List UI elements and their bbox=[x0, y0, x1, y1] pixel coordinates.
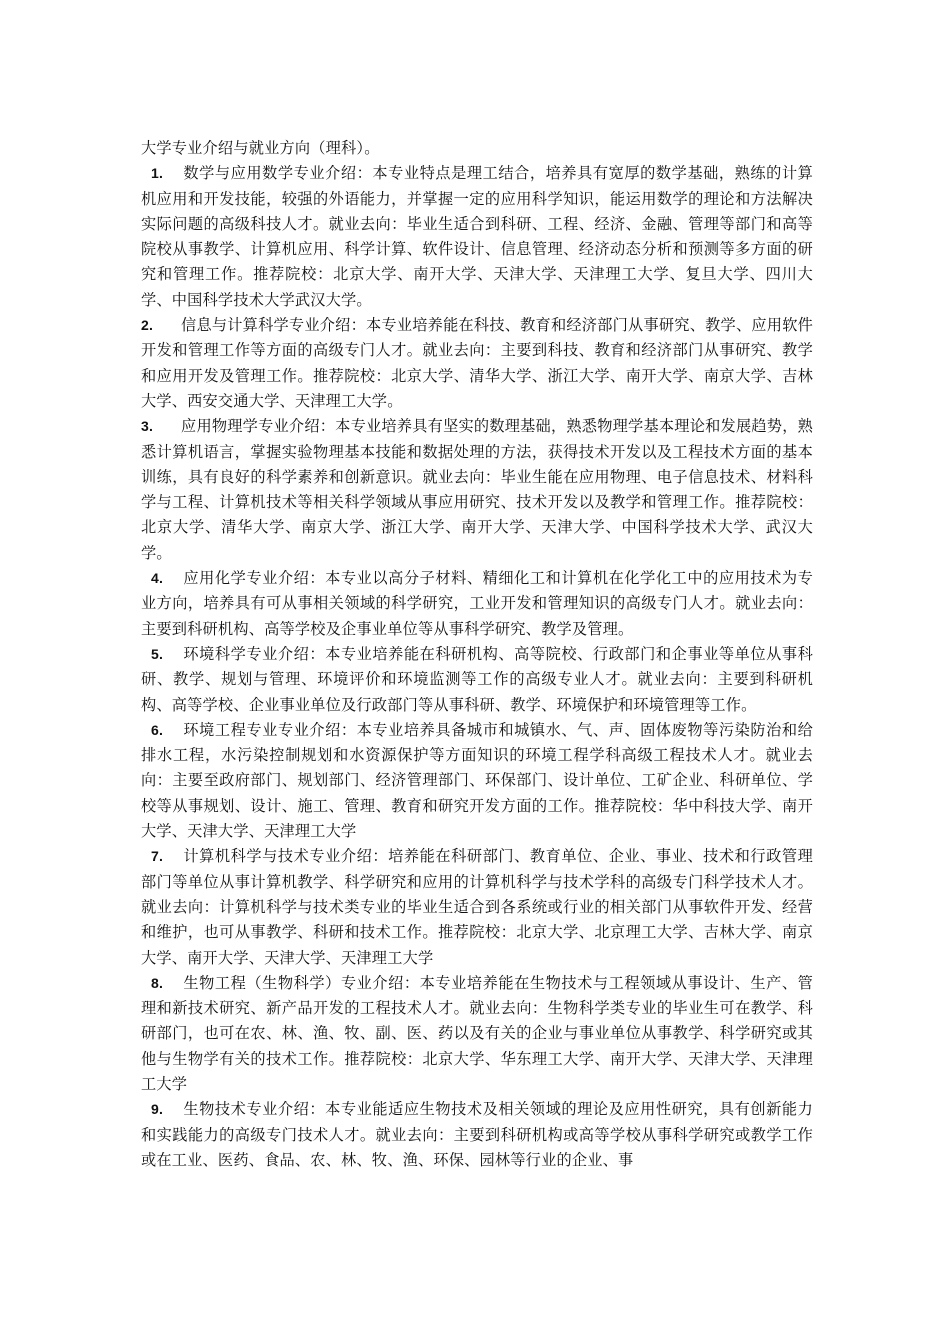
item-text: 环境工程专业专业介绍：本专业培养具备城市和城镇水、气、声、固体废物等污染防治和给排水工程，水污染控制规划和水资源保护等方面知识的环境工程学科高级工程技术人才。就业去向：主要至政府部门、规划部门、经济管理部门、环保部门、设计单位、工矿企业、科研单位、学校等从事规划、设计、施工、管理、教育和研究开发方面的工作。推荐院校：华中科技大学、南开大学、天津大学、天津理工大学 bbox=[141, 720, 813, 841]
item-number: 2. bbox=[141, 317, 154, 334]
list-item bbox=[141, 566, 813, 642]
list-item bbox=[141, 971, 813, 1097]
item-number: 7. bbox=[151, 848, 164, 865]
item-number: 4. bbox=[151, 570, 164, 587]
item-number: 9. bbox=[151, 1101, 164, 1118]
item-text: 应用物理学专业介绍：本专业培养具有坚实的数理基础，熟悉物理学基本理论和发展趋势，熟悉计算机语言，掌握实验物理基本技能和数据处理的方法，获得技术开发以及工程技术方面的基本训练，具有良好的科学素养和创新意识。就业去向：毕业生能在应用物理、电子信息技术、材料科学与工程、计算机技术等相关科学领域从事应用研究、技术开发以及教学和管理工作。推荐院校：北京大学、清华大学、南京大学、浙江大学、南开大学、天津大学、中国科学技术大学、武汉大学。 bbox=[141, 417, 813, 562]
item-text: 环境科学专业介绍：本专业培养能在科研机构、高等院校、行政部门和企事业等单位从事科研、教学、规划与管理、环境评价和环境监测等工作的高级专业人才。就业去向：主要到科研机构、高等学校、企业事业单位及行政部门等从事科研、教学、环境保护和环境管理等工作。 bbox=[141, 644, 813, 714]
list-item bbox=[141, 414, 813, 566]
item-text: 数学与应用数学专业介绍：本专业特点是理工结合，培养具有宽厚的数学基础，熟练的计算机应用和开发技能，较强的外语能力，并掌握一定的应用科学知识，能运用数学的理论和方法解决实际问题的高级科技人才。就业去向：毕业生适合到科研、工程、经济、金融、管理等部门和高等院校从事教学、计算机应用、科学计算、软件设计、信息管理、经济动态分析和预测等多方面的研究和管理工作。推荐院校：北京大学、南开大学、天津大学、天津理工大学、复旦大学、四川大学、中国科学技术大学武汉大学。 bbox=[141, 164, 813, 309]
document-title: 大学专业介绍与就业方向（理科）。 bbox=[141, 139, 380, 157]
item-text: 应用化学专业介绍：本专业以高分子材料、精细化工和计算机在化学化工中的应用技术为专业方向，培养具有可从事相关领域的科学研究，工业开发和管理知识的高级专门人才。就业去向：主要到科研机构、高等学校及企事业单位等从事科学研究、教学及管理。 bbox=[141, 569, 813, 638]
item-number: 1. bbox=[151, 165, 164, 182]
item-number: 6. bbox=[151, 721, 164, 738]
item-number: 3. bbox=[141, 418, 154, 435]
item-number: 5. bbox=[151, 645, 164, 662]
item-text: 生物工程（生物科学）专业介绍：本专业培养能在生物技术与工程领域从事设计、生产、管理和新技术研究、新产品开发的工程技术人才。就业去向：生物科学类专业的毕业生可在教学、科研部门，也可在农、林、渔、牧、副、医、药以及有关的企业与事业单位从事教学、科学研究或其他与生物学有关的技术工作。推荐院校：北京大学、华东理工大学、南开大学、天津大学、天津理工大学 bbox=[141, 973, 813, 1093]
item-text: 生物技术专业介绍：本专业能适应生物技术及相关领域的理论及应用性研究，具有创新能力和实践能力的高级专门技术人才。就业去向：主要到科研机构或高等学校从事科学研究或教学工作或在工业、医药、食品、农、林、牧、渔、环保、园林等行业的企业、事 bbox=[141, 1100, 813, 1169]
list-item bbox=[141, 1097, 813, 1173]
list-item bbox=[141, 718, 813, 844]
item-text: 计算机科学与技术专业介绍：培养能在科研部门、教育单位、企业、事业、技术和行政管理部门等单位从事计算机教学、科学研究和应用的计算机科学与技术学科的高级专门科学技术人才。就业去向：计算机科学与技术类专业的毕业生适合到各系统或行业的相关部门从事软件开发、经营和维护，也可从事教学、科研和技术工作。推荐院校：北京大学、北京理工大学、吉林大学、南京大学、南开大学、天津大学、天津理工大学 bbox=[141, 847, 813, 967]
item-text: 信息与计算科学专业介绍：本专业培养能在科技、教育和经济部门从事研究、教学、应用软件开发和管理工作等方面的高级专门人才。就业去向：主要到科技、教育和经济部门从事研究、教学和应用开发及管理工作。推荐院校：北京大学、清华大学、浙江大学、南开大学、南京大学、吉林大学、西安交通大学、天津理工大学。 bbox=[141, 316, 813, 410]
list-item bbox=[141, 844, 813, 970]
list-item bbox=[141, 161, 813, 313]
list-item bbox=[141, 313, 813, 414]
list-item bbox=[141, 642, 813, 718]
document-page bbox=[141, 136, 813, 1173]
item-number: 8. bbox=[151, 974, 164, 991]
